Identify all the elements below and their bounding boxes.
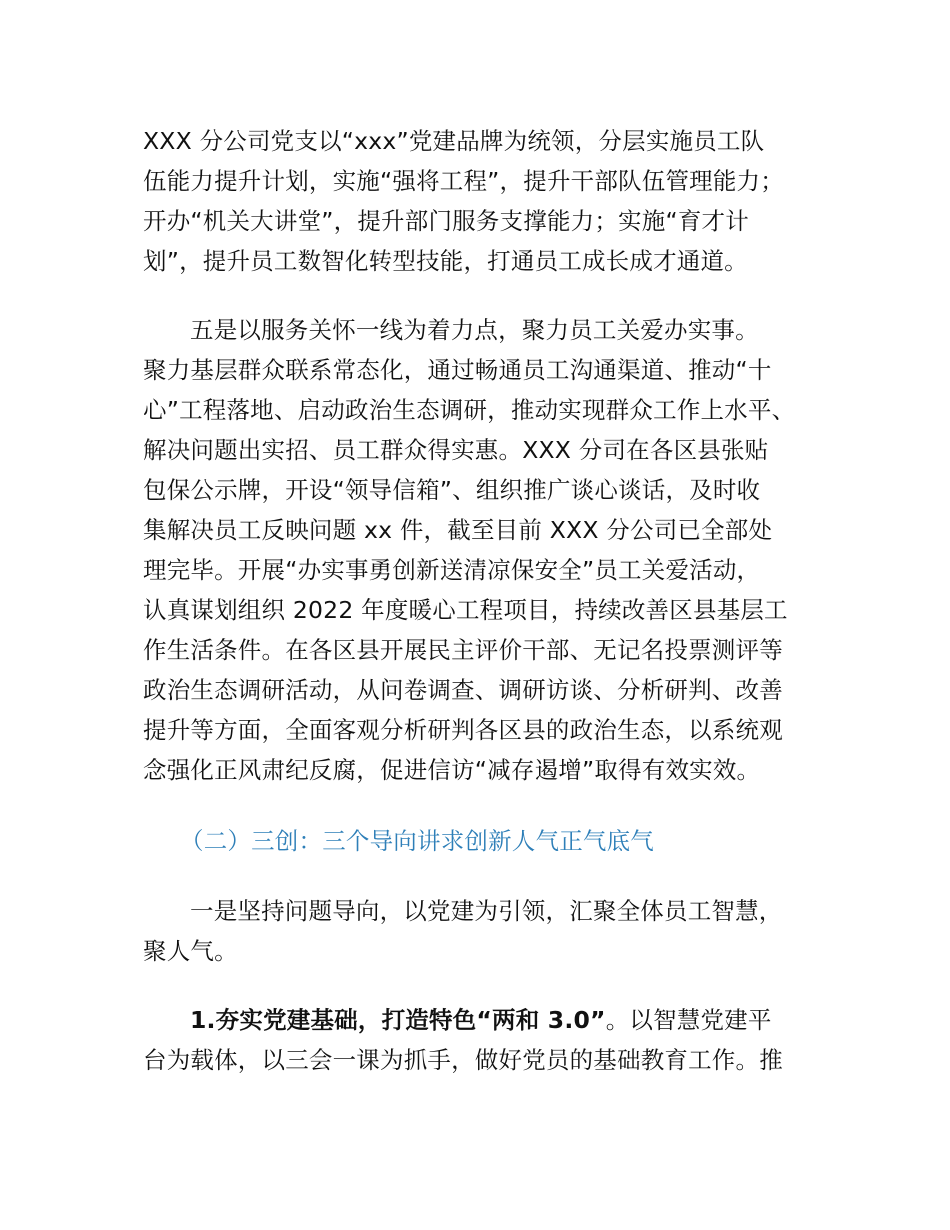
paragraph-line: 一是坚持问题导向，以党建为引领，汇聚全体员工智慧， — [190, 897, 783, 925]
paragraph-line: 政治生态调研活动，从问卷调查、调研访谈、分析研判、改善 — [143, 676, 783, 704]
paragraph-line: 理完毕。开展“办实事勇创新送清凉保安全”员工关爱活动， — [143, 556, 761, 584]
paragraph-line: 认真谋划组织 2022 年度暖心工程项目，持续改善区县基层工 — [143, 596, 788, 624]
paragraph-line: 念强化正风肃纪反腐，促进信访“减存遏增”取得有效实效。 — [143, 756, 761, 784]
paragraph-line: 五是以服务关怀一线为着力点，聚力员工关爱办实事。 — [190, 316, 759, 344]
paragraph-text: 。以智慧党建平 — [605, 1006, 772, 1034]
paragraph-line: 集解决员工反映问题 xx 件，截至目前 XXX 分公司已全部处 — [143, 516, 773, 544]
paragraph-line: 开办“机关大讲堂”，提升部门服务支撑能力；实施“育才计 — [143, 207, 749, 235]
paragraph-line: 聚力基层群众联系常态化，通过畅通员工沟通渠道、推动“十 — [143, 356, 772, 384]
bold-lead: 1.夯实党建基础，打造特色“两和 3.0” — [190, 1006, 606, 1034]
paragraph-line: 作生活条件。在各区县开展民主评价干部、无记名投票测评等 — [143, 636, 783, 664]
paragraph-line: 包保公示牌，开设“领导信箱”、组织推广谈心谈话，及时收 — [143, 476, 761, 504]
paragraph-line: 提升等方面，全面客观分析研判各区县的政治生态，以系统观 — [143, 716, 783, 744]
paragraph-line: XXX 分公司党支以“xxx”党建品牌为统领，分层实施员工队 — [143, 127, 765, 155]
paragraph-line: 心”工程落地、启动政治生态调研，推动实现群众工作上水平、 — [143, 396, 796, 424]
paragraph-line: 划”，提升员工数智化转型技能，打通员工成长成才通道。 — [143, 247, 748, 275]
section-heading: （二）三创：三个导向讲求创新人气正气底气 — [180, 827, 654, 855]
paragraph-line: 伍能力提升计划，实施“强将工程”，提升干部队伍管理能力； — [143, 167, 784, 195]
paragraph-line: 解决问题出实招、员工群众得实惠。XXX 分司在各区县张贴 — [143, 436, 769, 464]
paragraph-line: 聚人气。 — [143, 937, 238, 965]
paragraph-line — [190, 1005, 772, 1035]
paragraph-line: 台为载体，以三会一课为抓手，做好党员的基础教育工作。推 — [143, 1046, 783, 1074]
